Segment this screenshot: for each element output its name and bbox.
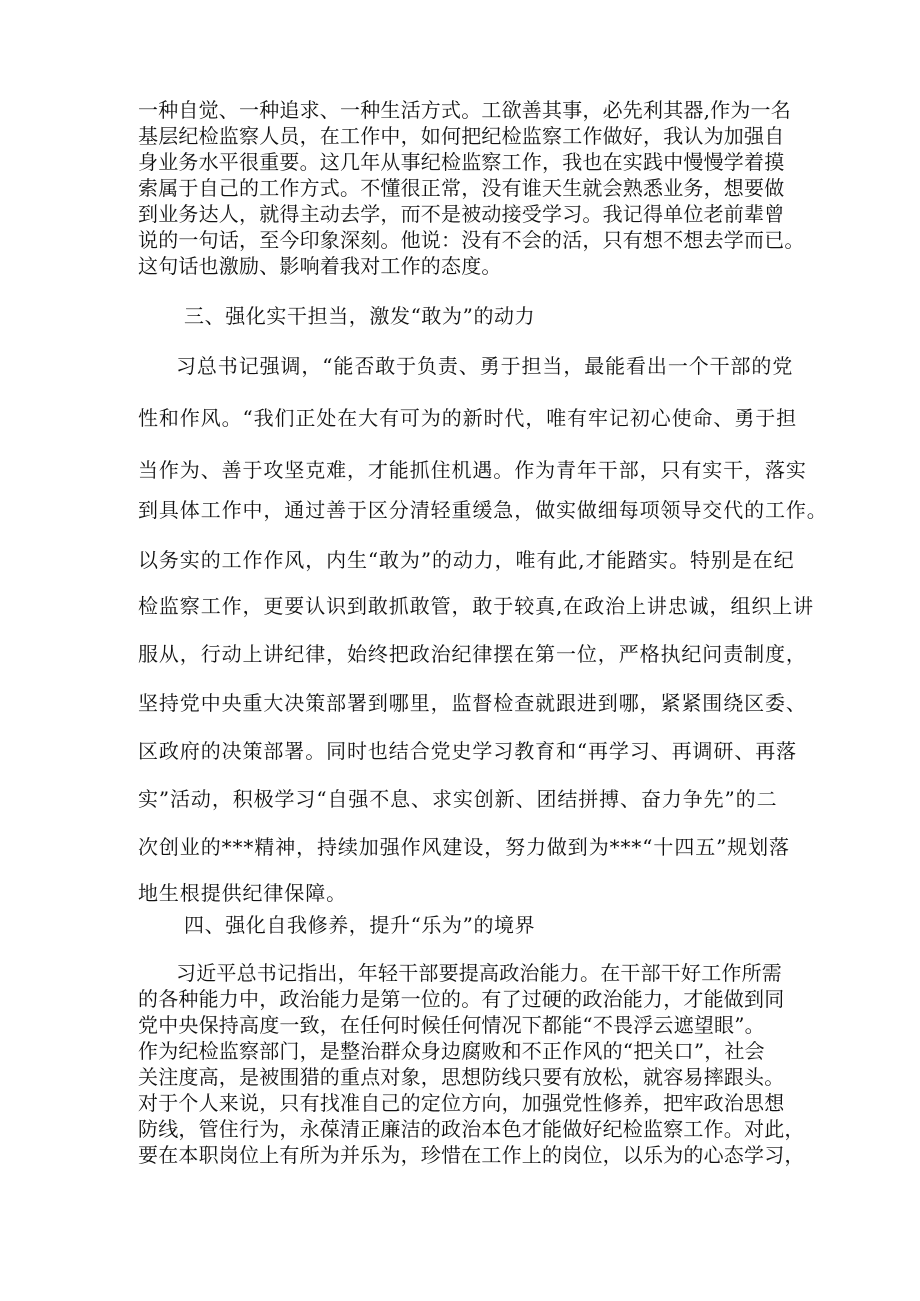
paragraph-line: 基层纪检监察人员，在工作中，如何把纪检监察工作做好，我认为加强自	[138, 124, 785, 148]
paragraph-line: 作为纪检监察部门，是整治群众身边腐败和不正作风的“把关口”，社会	[138, 1039, 765, 1063]
paragraph-line: 检监察工作，更要认识到敢抓敢管，敢于较真,在政治上讲忠诚，组织上讲	[138, 594, 815, 618]
paragraph-line: 区政府的决策部署。同时也结合党史学习教育和“再学习、再调研、再落	[138, 739, 798, 763]
paragraph-line: 地生根提供纪律保障。	[138, 881, 347, 905]
paragraph-line: 一种自觉、一种追求、一种生活方式。工欲善其事，必先利其器,作为一名	[138, 98, 791, 122]
paragraph-line: 对于个人来说，只有找准自己的定位方向，加强党性修养，把牢政治思想	[138, 1091, 785, 1115]
paragraph-line: 说的一句话，至今印象深刻。他说：没有不会的活，只有想不想去学而已。	[138, 228, 805, 252]
paragraph-line: 以务实的工作作风，内生“敢为”的动力，唯有此,才能踏实。特别是在纪	[138, 548, 795, 572]
paragraph-line: 身业务水平很重要。这几年从事纪检监察工作，我也在实践中慢慢学着摸	[138, 150, 785, 174]
paragraph-line: 这句话也激励、影响着我对工作的态度。	[138, 254, 502, 278]
section-heading-four: 四、强化自我修养，提升“乐为”的境界	[184, 913, 536, 937]
paragraph-line: 的各种能力中，政治能力是第一位的。有了过硬的政治能力，才能做到同	[138, 987, 785, 1011]
paragraph-line: 到业务达人，就得主动去学，而不是被动接受学习。我记得单位老前辈曾	[138, 202, 785, 226]
paragraph-line: 防线，管住行为，永葆清正廉洁的政治本色才能做好纪检监察工作。对此，	[138, 1117, 805, 1141]
paragraph-line: 索属于自己的工作方式。不懂很正常，没有谁天生就会熟悉业务，想要做	[138, 176, 785, 200]
paragraph-line: 当作为、善于攻坚克难，才能抓住机遇。作为青年干部，只有实干，落实	[138, 458, 807, 482]
paragraph-line: 关注度高，是被围猎的重点对象，思想防线只要有放松，就容易摔跟头。	[138, 1065, 785, 1089]
paragraph-line: 性和作风。“我们正处在大有可为的新时代，唯有牢记初心使命、勇于担	[138, 406, 798, 430]
paragraph-line: 到具体工作中，通过善于区分清轻重缓急，做实做细每项领导交代的工作。	[138, 498, 828, 522]
section-heading-three: 三、强化实干担当，激发“敢为”的动力	[184, 304, 536, 328]
paragraph-line: 次创业的***精神，持续加强作风建设，努力做到为***“十四五”规划落	[138, 835, 790, 859]
paragraph-line: 习近平总书记指出，年轻干部要提高政治能力。在干部干好工作所需	[176, 961, 782, 985]
paragraph-line: 实”活动，积极学习“自强不息、求实创新、团结拼搏、奋力争先”的二	[138, 787, 778, 811]
paragraph-line: 党中央保持高度一致，在任何时候任何情况下都能“不畏浮云遮望眼”。	[138, 1013, 765, 1037]
paragraph-line: 习总书记强调，“能否敢于负责、勇于担当，最能看出一个干部的党	[176, 354, 794, 378]
paragraph-line: 坚持党中央重大决策部署到哪里，监督检查就跟进到哪，紧紧围绕区委、	[138, 691, 807, 715]
paragraph-line: 服从，行动上讲纪律，始终把政治纪律摆在第一位，严格执纪问责制度，	[138, 642, 807, 666]
paragraph-line: 要在本职岗位上有所为并乐为，珍惜在工作上的岗位，以乐为的心态学习，	[138, 1143, 805, 1167]
